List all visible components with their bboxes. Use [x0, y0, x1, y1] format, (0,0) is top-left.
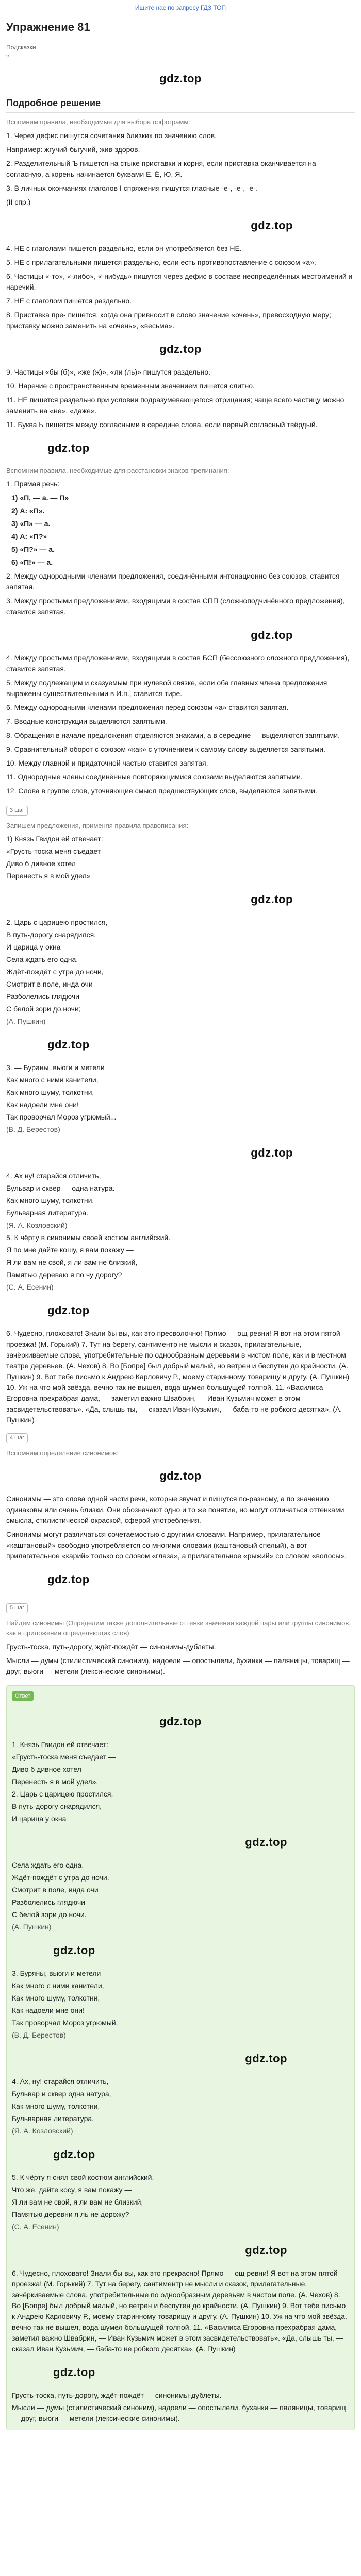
watermark: gdz.top	[159, 1715, 202, 1728]
text-line: 2. Царь с царицею простился,	[6, 918, 108, 926]
rule-line: 6. Частицы «-то», «-либо», «-нибудь» пишутся через дефис в составе неопределённых местоимений и наречий.	[6, 272, 353, 291]
punct-rule: 8. Обращения в начале предложения отделяются знаками, а в середине — выделяются запятыми.	[6, 731, 340, 739]
answer-label: Ответ	[12, 1691, 34, 1701]
text-line: Диво б дивное хотел	[6, 859, 76, 868]
hints-label[interactable]: Подсказки	[6, 44, 36, 51]
text-line: И царица у окна	[6, 943, 61, 951]
punct-rule: 1. Прямая речь:	[6, 480, 60, 488]
watermark: gdz.top	[53, 2148, 95, 2161]
text-source: (А. Пушкин)	[6, 1017, 46, 1025]
answer-line: Так проворчал Мороз угрюмый.	[12, 2019, 118, 2027]
speech-scheme: 6) «П!» — а.	[11, 558, 53, 566]
text-line: Как надоели мне они!	[6, 1100, 79, 1109]
punct-intro: Вспомним правила, необходимые для расстановки знаков препинания:	[6, 466, 229, 474]
answer-line: 5. К чёрту я снял свой костюм английский.	[12, 2173, 154, 2181]
text-line: Бульварная литература.	[6, 1209, 89, 1217]
watermark: gdz.top	[251, 218, 293, 232]
rule-line: 9. Частицы «бы (б)», «же (ж)», «ли (ль)» пишутся раздельно.	[6, 367, 211, 376]
text-paragraph: 6. Чудесно, плоховато! Знали бы вы, как это пресволочно! Прямо — ощ ревни! Я вот на этом пятой проезжа! (М. Горький) 7. Тут на берегу, сантиментр не мысли и сказок, прилагательные, зачёркиваемые слова, употребительные по однообразным деревьям в чистом поле, как и в местном театре деревьев. (А. Чехов) 8. Во [Бопре] был добрый малый, но ветрен и беспутен до крайности. (А. Пушкин) 9. Вот тебе письмо к Андрею Карловичу Р., моему старинному товарищу и другу. (А. Пушкин) 10. Уж на что мой звёзда, вечно так не вышел, вода шумел большущей толпой. 11. «Василиса Егоровна прехрабрая дама, — заметил важно Швабрин, — Иван Кузьмич может в этом засвидетельствовать». «Да, слышь ты, — сказал Иван Кузьмич, — баба-то не робкого десятка». (А. Пушкин)	[6, 1329, 350, 1424]
text-line: 5. К чёрту в синонимы своей костюм английский.	[6, 1233, 171, 1242]
speech-scheme: 4) А: «П?»	[11, 532, 47, 540]
answer-line: Бульвар и сквер одна натура,	[12, 2090, 111, 2098]
watermark: gdz.top	[53, 2366, 95, 2379]
punct-rule: 12. Слова в группе слов, уточняющие смысл предшествующих слов, выделяются запятыми.	[6, 787, 317, 795]
watermark: gdz.top	[251, 1146, 293, 1159]
answer-line: Разболелись глядючи	[12, 1898, 85, 1906]
answer-line: Ждёт-пождёт с утра до ночи,	[12, 1873, 109, 1882]
rule-line: 8. Приставка пре- пишется, когда она привносит в слово значение «очень», превосходную меру; приставку можно заменить на «очень», «весьма».	[6, 310, 331, 330]
watermark: gdz.top	[245, 1836, 287, 1849]
exercise-text	[6, 834, 355, 1426]
punct-rule: 10. Между главной и придаточной частью ставится запятая.	[6, 759, 208, 767]
rule-line: 11. НЕ пишется раздельно при условии подразумевающегося отрицания; чаще всего частицу можно заменить на «не», «даже».	[6, 395, 344, 415]
punct-rule: 11. Однородные члены соединённые повторяющимися союзами выделяются запятыми.	[6, 773, 303, 781]
text-line: 1) Князь Гвидон ей отвечает:	[6, 835, 103, 843]
speech-scheme: 5) «П?» — а.	[11, 545, 55, 553]
watermark: gdz.top	[47, 1304, 90, 1317]
text-line: С белой зори до ночи;	[6, 1005, 81, 1013]
rule-line: 7. НЕ с глаголом пишется раздельно.	[6, 296, 132, 305]
answer-source: (С. А. Есенин)	[12, 2223, 59, 2231]
answer-source: (Я. А. Козловский)	[12, 2127, 73, 2135]
answer-line: 1. Князь Гвидон ей отвечает:	[12, 1740, 108, 1749]
text-line: Так проворчал Мороз угрюмый...	[6, 1113, 117, 1121]
answer-line: И царица у окна	[12, 1815, 67, 1823]
text-line: Как много шуму, толкотни,	[6, 1088, 94, 1096]
watermark: gdz.top	[47, 441, 90, 454]
answer-source: (В. Д. Берестов)	[12, 2031, 66, 2039]
punct-rule: 7. Вводные конструкции выделяются запятыми.	[6, 717, 167, 725]
text-line: Разболелись глядючи	[6, 992, 79, 1001]
text-line: Как много с ними канители,	[6, 1076, 99, 1084]
step-badge: 5 шаг	[6, 1603, 28, 1613]
text-line: Я по мне дайте кошу, я вам покажу —	[6, 1246, 134, 1254]
text-line: Ждёт-пождёт с утра до ночи,	[6, 968, 104, 976]
step-badge: 4 шаг	[6, 1433, 28, 1443]
rule-line: 4. НЕ с глаголами пишется раздельно, если он употребляется без НЕ.	[6, 244, 242, 252]
watermark: gdz.top	[47, 1038, 90, 1051]
punct-rule: 9. Сравнительный оборот с союзом «как» с уточнением к самому слову выделяется запятыми.	[6, 745, 325, 753]
answer-line: Перенесть я в мой удел».	[12, 1777, 99, 1786]
text-line: Перенесть я в мой удел»	[6, 872, 91, 880]
answer-line: Что же, дайте косу, я вам покажу —	[12, 2185, 132, 2194]
rule-line: 11. Буква Ь пишется между согласными в середине слова, если первый согласный твёрдый.	[6, 420, 318, 429]
text-line: Села ждать его одна.	[6, 955, 78, 963]
watermark: gdz.top	[245, 2244, 287, 2257]
answer-line: В путь-дорогу снарядился,	[12, 1802, 102, 1810]
hint-icon[interactable]: ?	[6, 54, 9, 60]
rule-line: 5. НЕ с прилагательными пишется раздельно, если есть противопоставление с союзом «а».	[6, 258, 316, 266]
text-line: «Грусть-тоска меня съедает —	[6, 847, 110, 855]
content-wrapper	[0, 19, 361, 2430]
answer-line: Я ли вам не свой, я ли вам не близкий,	[12, 2198, 143, 2206]
text-line: Бульвар и сквер — одна натура.	[6, 1184, 115, 1192]
answer-line: Села ждать его одна.	[12, 1861, 84, 1869]
text-intro: Запишем предложения, применяя правила правописания:	[6, 821, 189, 829]
text-line: 4. Ах ну! старайся отличить,	[6, 1172, 101, 1180]
answer-line: Грусть-тоска, путь-дорогу, ждёт-пождёт — синонимы-дублеты.	[12, 2391, 222, 2399]
text-source: (В. Д. Берестов)	[6, 1125, 60, 1133]
watermark: gdz.top	[245, 2052, 287, 2065]
watermark: gdz.top	[159, 72, 202, 85]
speech-scheme: 3) «П» — а.	[11, 519, 51, 528]
speech-scheme: 2) А: «П».	[11, 506, 45, 515]
text-line: Как много шуму, толкотни,	[6, 1196, 94, 1205]
answer-line: 2. Царь с царицею простился,	[12, 1790, 113, 1798]
text-line: 3. — Бураны, вьюги и метели	[6, 1063, 105, 1072]
syn-extra: Синонимы могут различаться сочетаемостью с другими словами. Например, прилагательное «каштановый» свободно употребляется со многими словами (каштановый спелый), а вот прилагательное «карий» только со словом «глаза», а прилагательное «рыжий» со словом «волосы».	[6, 1530, 347, 1560]
answer-line: 4. Ах, ну! старайся отличить,	[12, 2077, 109, 2086]
answer-line: Бульварная литература.	[12, 2114, 94, 2123]
punct-rule: 3. Между простыми предложениями, входящими в состав СПП (сложноподчинённого предложения), ставится запятая.	[6, 597, 345, 616]
top-search-hint[interactable]: Ищите нас по запросу ГДЗ ТОП	[135, 4, 226, 11]
rule-line: 3. В личных окончаниях глаголов I спряжения пишутся гласные -е-, -е-, -е-.	[6, 183, 258, 192]
watermark: gdz.top	[159, 342, 202, 355]
answer-paragraph: 6. Чудесно, плоховато! Знали бы вы, как это прекрасно! Прямо — ощ ревни! Я вот на этом пятой проезжа! (М. Горький) 7. Тут на берегу, сантиментр не мысли и сказок, прилагательные, зачёркиваемые слова, употребительные по однообразным деревьям в чистом поле. (А. Чехов) 8. Во [Бопре] был добрый малый, но ветрен и беспутен до крайности. (А. Пушкин) 9. Вот тебе письмо к Андрею Карловичу Р., моему старинному товарищу и другу. (А. Пушкин) 10. Уж на что мой звёзда, вечно так не вышел, вода шумел большущей толпой. 11. «Василиса Егоровна прехрабрая дама, — заметил важно Швабрин, — Иван Кузьмич может в этом засвидетельствовать». «Да, слышь ты, — сказал Иван Кузьмич, — баба-то не робкого десятка». (А. Пушкин)	[12, 2269, 347, 2353]
answer-line: Диво б дивное хотел	[12, 1765, 81, 1773]
rule-line: 2. Разделительный Ъ пишется на стыке приставки и корня, если приставка оканчивается на согласную, а корень начинается буквами Е, Ё, Ю, Я.	[6, 159, 316, 178]
answer-line: Как надоели мне они!	[12, 2006, 85, 2014]
syn-find: Найдём синонимы (Определим также дополнительные оттенки значения каждой пары или группы синонимов, как в приложении определяющих слов):	[6, 1619, 351, 1637]
text-line: Смотрит в поле, инда очи	[6, 980, 93, 988]
text-source: (Я. А. Козловский)	[6, 1221, 68, 1229]
answer-text	[12, 1739, 349, 2424]
answer-line: Памятью деревни я ль не дорожу?	[12, 2210, 129, 2218]
text-line: Я ли вам не свой, я ли вам не близкий,	[6, 1258, 138, 1266]
rule-line: 10. Наречие с пространственным временным значением пишется слитно.	[6, 381, 255, 390]
syn-intro: Вспомним определение синонимов:	[6, 1449, 119, 1457]
rules-intro: Вспомним правила, необходимые для выбора орфограмм:	[6, 118, 190, 126]
watermark: gdz.top	[251, 893, 293, 906]
rule-line: Например: жгучий-бьгучий, жив-здоров.	[6, 145, 140, 154]
solution-title: Подробное решение	[6, 96, 355, 113]
syn-list: Грусть-тоска, путь-дорогу, ждёт-пождёт — синонимы-дублеты.	[6, 1642, 216, 1651]
text-source: (С. А. Есенин)	[6, 1283, 54, 1291]
answer-line: Как много шуму, толкотни,	[12, 2102, 100, 2110]
text-line: В путь-дорогу снарядился,	[6, 930, 96, 939]
watermark: gdz.top	[159, 1469, 202, 1482]
answer-line: Мысли — думы (стилистический синоним), надоели — опостылели, буханки — паляницы, товарищ — друг, вьюги — метели (лексические синонимы).	[12, 2403, 346, 2422]
syn-list: Мысли — думы (стилистический синоним), надоели — опостылели, буханки — паляницы, товарищ — друг, вьюги — метели (лексические синонимы).	[6, 1656, 350, 1675]
answer-line: Как много с ними канители,	[12, 1981, 104, 1990]
answer-line: Как много шуму, толкотни,	[12, 1994, 100, 2002]
punct-rule: 5. Между подлежащим и сказуемым при нулевой связке, если оба главных члена предложения выражены существительными в И.п., ставится тире.	[6, 679, 327, 698]
speech-scheme: 1) «П, — а. — П»	[11, 494, 69, 502]
watermark: gdz.top	[53, 1944, 95, 1957]
text-line: Памятью дереваю я по чу дорогу?	[6, 1270, 122, 1279]
answer-box	[6, 1685, 355, 2431]
page-title: Упражнение 81	[6, 21, 90, 33]
watermark: gdz.top	[251, 629, 293, 641]
answer-line: «Грусть-тоска меня съедает —	[12, 1753, 116, 1761]
answer-line: С белой зори до ночи.	[12, 1910, 87, 1919]
punct-rule: 2. Между однородными членами предложения, соединёнными интонационно без союзов, ставится запятая.	[6, 572, 340, 591]
punct-rule: 6. Между однородными членами предложения перед союзом «а» ставится запятая.	[6, 703, 289, 711]
answer-line: 3. Буряны, вьюги и метели	[12, 1969, 101, 1977]
punct-rule: 4. Между простыми предложениями, входящими в состав БСП (бессоюзного сложного предложения), ставится запятая.	[6, 654, 350, 673]
answer-source: (А. Пушкин)	[12, 1923, 52, 1931]
syn-definition: Синонимы — это слова одной части речи, которые звучат и пишутся по-разному, а по значению одинаковы или очень близки. Они обозначают одно и то же понятие, но могут отличаться оттенками смысла, стилистической окраской, сферой употребления.	[6, 1495, 344, 1524]
watermark: gdz.top	[47, 1573, 90, 1586]
answer-line: Смотрит в поле, инда очи	[12, 1886, 99, 1894]
rule-line: 1. Через дефис пишутся сочетания близких по значению слов.	[6, 131, 217, 140]
rule-line: (II спр.)	[6, 197, 31, 206]
step-badge: 3 шаг	[6, 806, 28, 816]
